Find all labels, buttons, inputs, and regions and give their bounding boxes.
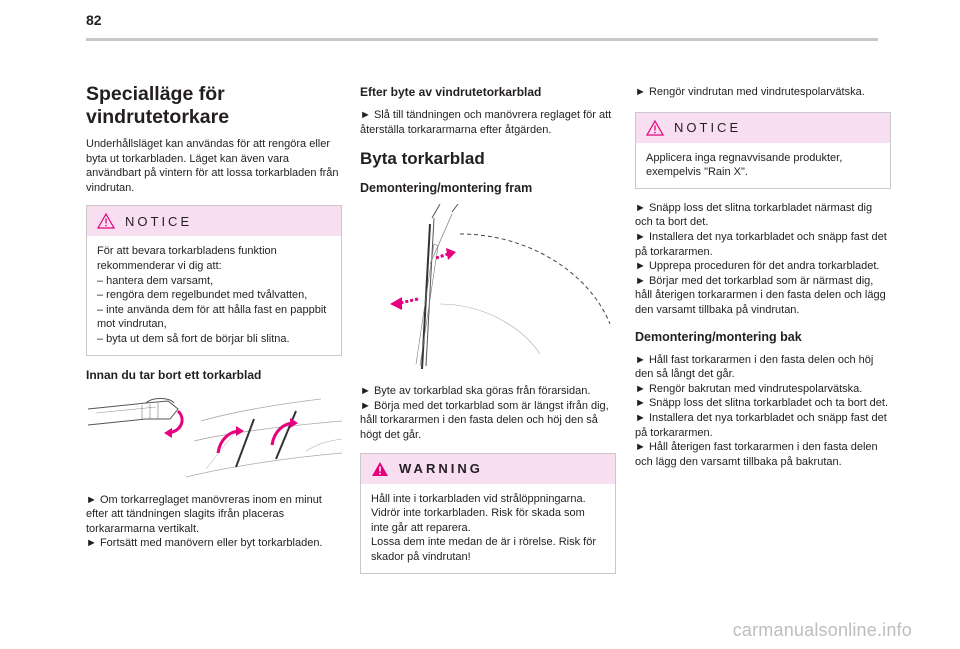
notice-box [86, 205, 342, 355]
rear-removal-steps: ► Håll fast torkararmen i den fasta delen och höj den så långt det går. ► Rengör bakrutan med vindrutespolarvätska. ► Snäpp loss det slitna torkarbladet och ta bort det. ► Installera det nya torkarbladet och snäpp fast det på torkararmen. ► Håll återigen fast torkararmen i den fasta delen och lägg den varsamt tillbaka på bakrutan. [635, 353, 889, 468]
notice-title: NOTICE [125, 213, 193, 229]
notice-body-2: Applicera inga regnavvisande produkter, exempelvis "Rain X". [646, 151, 843, 179]
front-replacement-steps: ► Snäpp loss det slitna torkarbladet närmast dig och ta bort det. ► Installera det nya torkarbladet och snäpp fast det på torkararmen. ► Upprepa proceduren för det andra torkarbladet. ► Börjar med det torkarblad som är närmast dig, håll återigen torkararmen i den fasta delen och lägg den varsamt tillbaka på vindrutan. [635, 201, 887, 316]
front-removal-heading: Demontering/montering fram [360, 181, 533, 196]
before-removal-heading: Innan du tar bort ett torkarblad [86, 367, 262, 382]
header-rule [86, 38, 878, 41]
warning-title: WARNING [399, 461, 483, 477]
replace-blades-title: Byta torkarblad [360, 149, 485, 169]
page-number: 82 [86, 12, 102, 28]
notice-header-2 [636, 113, 890, 143]
warning-box [360, 453, 616, 574]
section-title-maintenance-mode: Specialläge för vindrutetorkare [86, 83, 230, 128]
warning-body: Håll inte i torkarbladen vid strålöppningarna. Vidrör inte torkarbladen. Risk för skada som inte går att reparera. Lossa dem inte medan de är i rörelse. Risk för skador på vindrutan! [371, 492, 596, 563]
before-removal-steps: ► Om torkarreglaget manövreras inom en minut efter att tändningen slagits ifrån placeras torkararmarna vertikalt. ► Fortsätt med manövern eller byt torkarbladen. [86, 493, 323, 550]
warning-triangle-filled-icon [371, 461, 389, 477]
notice-body: För att bevara torkarbladens funktion rekommenderar vi dig att: – hantera dem varsamt, – rengöra dem regelbundet med tvålvatten, – inte använda dem för att hålla fast en pappbit mot vindrutan, – byta ut dem så fort de börjar bli slitna. [97, 245, 327, 345]
notice-box-2 [635, 112, 891, 189]
intro-paragraph: Underhållsläget kan användas för att rengöra eller byta ut torkarbladen. Läget kan även vara användbart på vintern för att lossa torkarbladen från vindrutan. [86, 138, 339, 194]
warning-triangle-icon [97, 213, 115, 229]
column-3 [635, 85, 891, 469]
rear-removal-heading: Demontering/montering bak [635, 329, 802, 344]
front-wiper-raised-drawing [360, 204, 616, 374]
clean-windscreen-text: ► Rengör vindrutan med vindrutespolarvätska. [635, 86, 865, 98]
notice-title-2: NOTICE [674, 120, 742, 136]
column-1 [86, 80, 342, 551]
after-replacement-text: ► Slå till tändningen och manövrera reglaget för att återställa torkararmarna efter åtgärden. [360, 109, 612, 136]
wiper-lever-illustration [86, 391, 342, 483]
notice-header [87, 206, 341, 236]
front-removal-steps: ► Byte av torkarblad ska göras från förarsidan. ► Börja med det torkarblad som är längst ifrån dig, håll torkararmen i den fasta delen och höj den så högt det går. [360, 385, 609, 441]
front-wiper-illustration [360, 204, 616, 374]
warning-triangle-icon [646, 120, 664, 136]
watermark: carmanualsonline.info [732, 620, 912, 640]
warning-header [361, 454, 615, 484]
wiper-control-stalk-drawing [86, 391, 342, 483]
after-replacement-heading: Efter byte av vindrutetorkarblad [360, 85, 542, 99]
column-2 [360, 85, 616, 586]
